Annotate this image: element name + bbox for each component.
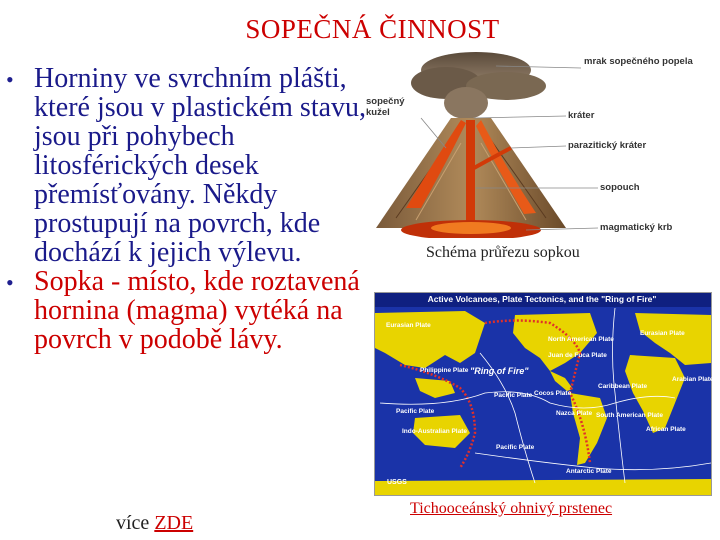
plate-label: Pacific Plate xyxy=(396,408,435,415)
bullet-item xyxy=(6,64,376,267)
bullet-icon: • xyxy=(6,270,14,295)
more-link[interactable]: ZDE xyxy=(154,512,194,534)
more-line xyxy=(116,512,193,535)
plate-label: Arabian Plate xyxy=(672,376,714,383)
bullet-text: Sopka - místo, kde roztavená hornina (magma) vytéká na povrch v podobě lávy. xyxy=(34,266,360,355)
plate-label: Eurasian Plate xyxy=(386,322,431,329)
usgs-logo: USGS xyxy=(387,479,407,486)
volcano-illustration xyxy=(366,48,696,238)
plate-label: Pacific Plate xyxy=(494,392,533,399)
bullet-item xyxy=(6,267,376,354)
plate-label: Philippine Plate xyxy=(420,367,469,374)
map-caption-link[interactable]: Tichooceánský ohnivý prstenec xyxy=(410,500,613,517)
plate-label: African Plate xyxy=(646,426,686,433)
plate-label: Juan de Fuca Plate xyxy=(548,352,607,359)
plate-label: Cocos Plate xyxy=(534,390,572,397)
plate-label: North American Plate xyxy=(548,336,614,343)
bullet-text: Horniny ve svrchním plášti, které jsou v plastickém stavu, jsou při pohybech litosférických desek přemísťovány. Někdy prostupují na povrch, kde dochází k jejich výlevu. xyxy=(34,63,367,268)
bullet-list xyxy=(6,64,376,354)
magma-chamber-label: magmatický krb xyxy=(600,222,673,233)
slide-title: SOPEČNÁ ČINNOST xyxy=(245,14,500,44)
vent-label: sopouch xyxy=(600,182,640,193)
parasitic-crater-label: parazitický kráter xyxy=(568,140,647,151)
plate-label: Indo-Australian Plate xyxy=(402,428,468,435)
plate-label: Caribbean Plate xyxy=(598,383,648,390)
bullet-icon: • xyxy=(6,67,14,92)
more-prefix: více xyxy=(116,512,150,534)
ring-of-fire-label: "Ring of Fire" xyxy=(470,366,529,376)
plate-label: Eurasian Plate xyxy=(640,330,685,337)
crater-label: kráter xyxy=(568,110,595,121)
volcano-caption: Schéma průřezu sopkou xyxy=(426,244,580,261)
ash-cloud-label: mrak sopečného popela xyxy=(584,56,693,67)
volcano-diagram xyxy=(366,48,696,238)
map-title: Active Volcanoes, Plate Tectonics, and the "Ring of Fire" xyxy=(427,294,657,304)
plate-label: Pacific Plate xyxy=(496,444,535,451)
plate-label: Antarctic Plate xyxy=(566,468,612,475)
cone-label: sopečný kužel xyxy=(366,96,405,118)
plate-label: Nazca Plate xyxy=(556,410,593,417)
plate-label: South American Plate xyxy=(596,412,663,419)
